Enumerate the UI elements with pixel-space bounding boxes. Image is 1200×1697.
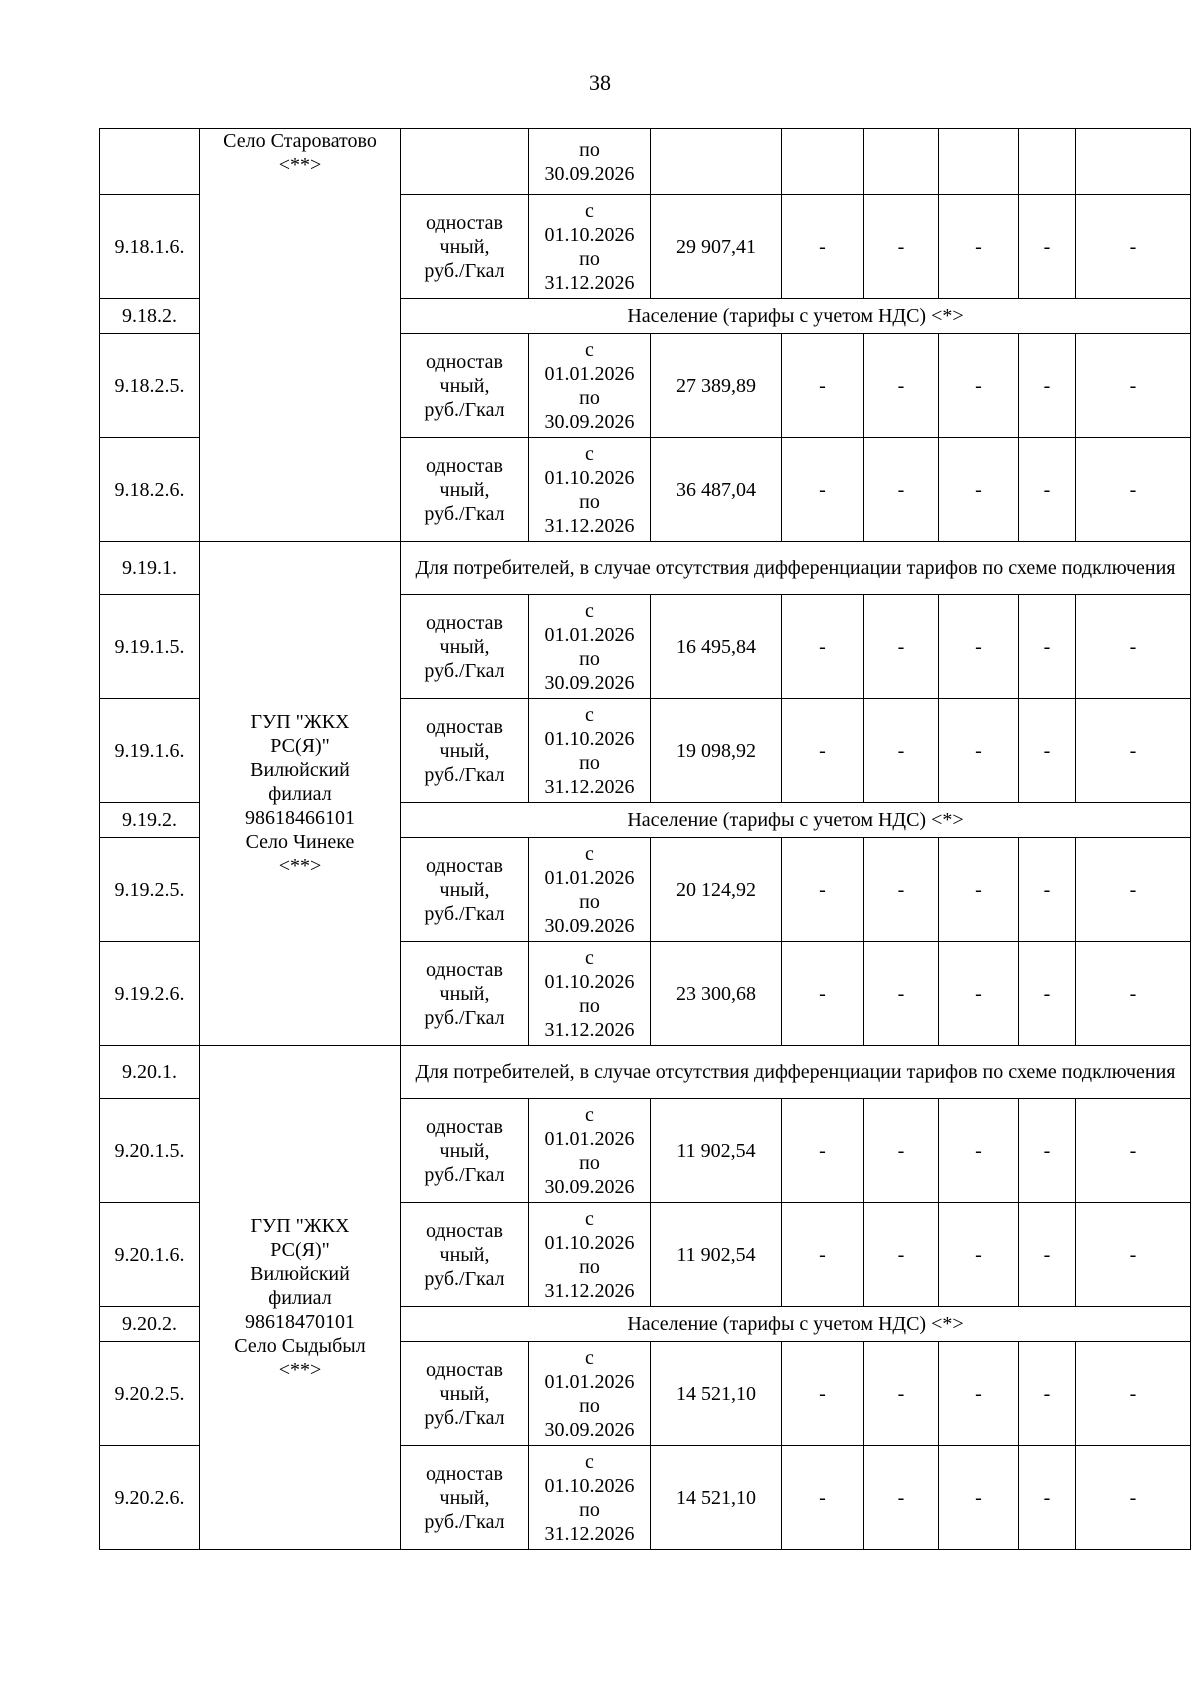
organization-cell <box>200 129 401 542</box>
tariff-unit-cell: одностав чный, руб./Гкал <box>401 195 529 299</box>
dash-cell: - <box>864 838 939 942</box>
dash-cell: - <box>782 334 864 438</box>
dash-cell: - <box>939 595 1019 699</box>
dash-cell: - <box>864 699 939 803</box>
tariff-unit-cell: одностав чный, руб./Гкал <box>401 334 529 438</box>
dash-cell: - <box>782 195 864 299</box>
dash-cell: - <box>864 1446 939 1550</box>
dash-cell: - <box>1019 595 1076 699</box>
dash-cell: - <box>939 1342 1019 1446</box>
dash-cell: - <box>1076 1342 1191 1446</box>
row-code-cell: 9.20.2.6. <box>100 1446 200 1550</box>
dash-cell: - <box>1019 438 1076 542</box>
dash-cell: - <box>864 942 939 1046</box>
section-row <box>100 542 1191 595</box>
period-cell: с 01.01.2026 по 30.09.2026 <box>529 838 651 942</box>
section-title-cell: Население (тарифы с учетом НДС) <*> <box>401 803 1191 838</box>
tariff-unit-cell: одностав чный, руб./Гкал <box>401 942 529 1046</box>
dash-cell: - <box>1019 1203 1076 1307</box>
dash-cell <box>864 129 939 195</box>
organization-name: ГУП "ЖКХ РС(Я)" Вилюйский филиал 98618470101 Село Сыдыбыл <**> <box>234 1214 366 1381</box>
dash-cell: - <box>939 699 1019 803</box>
row-code-cell: 9.20.2.5. <box>100 1342 200 1446</box>
organization-name: ГУП "ЖКХ РС(Я)" Вилюйский филиал 98618466101 Село Чинеке <**> <box>245 710 355 877</box>
dash-cell: - <box>1019 838 1076 942</box>
dash-cell: - <box>864 1342 939 1446</box>
row-code-cell: 9.20.1.5. <box>100 1099 200 1203</box>
dash-cell: - <box>1076 334 1191 438</box>
period-cell: по 30.09.2026 <box>529 129 651 195</box>
dash-cell: - <box>864 1099 939 1203</box>
tariff-value-cell: 11 902,54 <box>651 1203 782 1307</box>
tariff-value-cell: 19 098,92 <box>651 699 782 803</box>
dash-cell: - <box>1076 942 1191 1046</box>
dash-cell: - <box>939 1099 1019 1203</box>
dash-cell: - <box>939 195 1019 299</box>
dash-cell: - <box>1019 1446 1076 1550</box>
period-cell: с 01.01.2026 по 30.09.2026 <box>529 595 651 699</box>
dash-cell: - <box>939 1446 1019 1550</box>
dash-cell: - <box>782 438 864 542</box>
dash-cell <box>1019 129 1076 195</box>
period-cell: с 01.10.2026 по 31.12.2026 <box>529 699 651 803</box>
dash-cell <box>1076 129 1191 195</box>
dash-cell: - <box>782 595 864 699</box>
dash-cell: - <box>1019 699 1076 803</box>
section-row <box>100 1046 1191 1099</box>
dash-cell: - <box>939 942 1019 1046</box>
dash-cell: - <box>1076 1446 1191 1550</box>
dash-cell: - <box>1019 1099 1076 1203</box>
dash-cell: - <box>1076 1099 1191 1203</box>
tariff-unit-cell: одностав чный, руб./Гкал <box>401 1099 529 1203</box>
tariff-value-cell: 27 389,89 <box>651 334 782 438</box>
row-code-cell: 9.18.2.5. <box>100 334 200 438</box>
dash-cell: - <box>939 438 1019 542</box>
dash-cell: - <box>1019 195 1076 299</box>
dash-cell: - <box>864 595 939 699</box>
tariff-value-cell: 36 487,04 <box>651 438 782 542</box>
section-title-cell: Для потребителей, в случае отсутствия дифференциации тарифов по схеме подключения <box>401 542 1191 595</box>
dash-cell: - <box>1076 1203 1191 1307</box>
tariff-unit-cell: одностав чный, руб./Гкал <box>401 438 529 542</box>
period-cell: с 01.01.2026 по 30.09.2026 <box>529 334 651 438</box>
dash-cell: - <box>864 334 939 438</box>
dash-cell: - <box>1019 942 1076 1046</box>
tariff-value-cell <box>651 129 782 195</box>
period-cell: с 01.10.2026 по 31.12.2026 <box>529 438 651 542</box>
dash-cell <box>782 129 864 195</box>
tariff-unit-cell: одностав чный, руб./Гкал <box>401 838 529 942</box>
dash-cell: - <box>782 838 864 942</box>
dash-cell: - <box>939 1203 1019 1307</box>
dash-cell: - <box>939 334 1019 438</box>
tariff-value-cell: 20 124,92 <box>651 838 782 942</box>
dash-cell: - <box>1076 595 1191 699</box>
dash-cell: - <box>1019 334 1076 438</box>
tariff-value-cell: 29 907,41 <box>651 195 782 299</box>
dash-cell: - <box>782 1342 864 1446</box>
row-code-cell: 9.18.2.6. <box>100 438 200 542</box>
dash-cell: - <box>782 942 864 1046</box>
dash-cell: - <box>864 438 939 542</box>
tariff-value-cell: 16 495,84 <box>651 595 782 699</box>
section-title-cell: Для потребителей, в случае отсутствия дифференциации тарифов по схеме подключения <box>401 1046 1191 1099</box>
tariff-unit-cell: одностав чный, руб./Гкал <box>401 595 529 699</box>
row-code-cell: 9.19.1. <box>100 542 200 595</box>
tariff-unit-cell: одностав чный, руб./Гкал <box>401 699 529 803</box>
tariff-table <box>99 128 1191 1550</box>
tariff-value-cell: 14 521,10 <box>651 1342 782 1446</box>
dash-cell: - <box>1076 195 1191 299</box>
tariff-value-cell: 14 521,10 <box>651 1446 782 1550</box>
dash-cell <box>939 129 1019 195</box>
tariff-value-cell: 11 902,54 <box>651 1099 782 1203</box>
row-code-cell: 9.20.1. <box>100 1046 200 1099</box>
tariff-unit-cell <box>401 129 529 195</box>
period-cell: с 01.01.2026 по 30.09.2026 <box>529 1099 651 1203</box>
dash-cell: - <box>782 1203 864 1307</box>
dash-cell: - <box>782 1099 864 1203</box>
period-cell: с 01.10.2026 по 31.12.2026 <box>529 1446 651 1550</box>
row-code-cell: 9.19.2.6. <box>100 942 200 1046</box>
row-code-cell: 9.18.1.6. <box>100 195 200 299</box>
tariff-unit-cell: одностав чный, руб./Гкал <box>401 1446 529 1550</box>
dash-cell: - <box>1076 699 1191 803</box>
dash-cell: - <box>782 699 864 803</box>
dash-cell: - <box>864 195 939 299</box>
tariff-unit-cell: одностав чный, руб./Гкал <box>401 1342 529 1446</box>
row-code-cell: 9.20.2. <box>100 1307 200 1342</box>
row-code-cell <box>100 129 200 195</box>
period-cell: с 01.10.2026 по 31.12.2026 <box>529 942 651 1046</box>
row-code-cell: 9.19.1.5. <box>100 595 200 699</box>
tariff-unit-cell: одностав чный, руб./Гкал <box>401 1203 529 1307</box>
dash-cell: - <box>939 838 1019 942</box>
row-code-cell: 9.19.2.5. <box>100 838 200 942</box>
row-code-cell: 9.19.1.6. <box>100 699 200 803</box>
dash-cell: - <box>1019 1342 1076 1446</box>
row-code-cell: 9.19.2. <box>100 803 200 838</box>
period-cell: с 01.10.2026 по 31.12.2026 <box>529 1203 651 1307</box>
dash-cell: - <box>864 1203 939 1307</box>
table-row <box>100 129 1191 195</box>
section-title-cell: Население (тарифы с учетом НДС) <*> <box>401 299 1191 334</box>
dash-cell: - <box>1076 838 1191 942</box>
organization-cell <box>200 542 401 1046</box>
period-cell: с 01.10.2026 по 31.12.2026 <box>529 195 651 299</box>
period-cell: с 01.01.2026 по 30.09.2026 <box>529 1342 651 1446</box>
organization-name: Село Староватово <**> <box>223 130 377 176</box>
dash-cell: - <box>782 1446 864 1550</box>
tariff-value-cell: 23 300,68 <box>651 942 782 1046</box>
section-title-cell: Население (тарифы с учетом НДС) <*> <box>401 1307 1191 1342</box>
row-code-cell: 9.20.1.6. <box>100 1203 200 1307</box>
row-code-cell: 9.18.2. <box>100 299 200 334</box>
organization-cell <box>200 1046 401 1550</box>
dash-cell: - <box>1076 438 1191 542</box>
page-number: 38 <box>589 70 611 95</box>
